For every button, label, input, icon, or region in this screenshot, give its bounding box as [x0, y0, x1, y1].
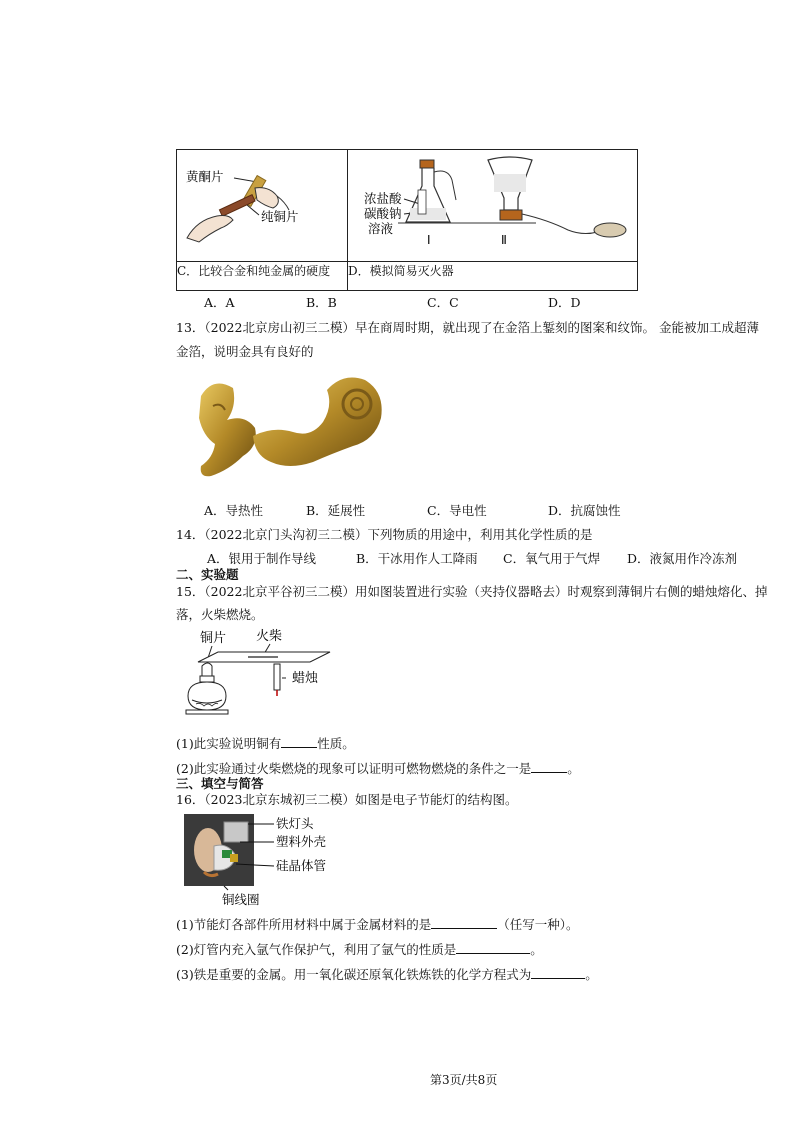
svg-text:铁灯头: 铁灯头 [276, 816, 314, 831]
q15-q2-blank[interactable] [531, 760, 567, 773]
q12-cell-c-figure [177, 150, 348, 262]
q16-stem: 16．（2023北京东城初三二模）如图是电子节能灯的结构图。 [176, 792, 518, 807]
svg-text:Ⅱ: Ⅱ [501, 233, 507, 247]
svg-text:碳酸钠: 碳酸钠 [364, 206, 402, 221]
q16-q3-blank[interactable] [531, 966, 585, 979]
section-fill-heading: 三、填空与简答 [176, 776, 264, 791]
q15-stem-line2: 落，火柴燃烧。 [176, 607, 264, 622]
q12-choice-a[interactable]: A．A [204, 295, 235, 310]
q13-choice-a[interactable]: A．导热性 [204, 503, 264, 518]
q12-cell-d-figure [348, 150, 638, 262]
q16-q2-text-end: 。 [530, 942, 543, 957]
svg-text:蜡烛: 蜡烛 [292, 671, 319, 686]
energy-saving-lamp-figure [184, 812, 344, 908]
fire-extinguisher-figure [348, 150, 637, 258]
q15-q2-text-end: 。 [567, 761, 580, 776]
q13-choice-d[interactable]: D．抗腐蚀性 [548, 503, 621, 518]
q16-q2-blank[interactable] [456, 941, 530, 954]
q16-q3-text: (3)铁是重要的金属。用一氧化碳还原氧化铁炼铁的化学方程式为 [176, 967, 532, 982]
q12-option-c-text: C．比较合金和纯金属的硬度 [177, 262, 348, 291]
q13-choice-c[interactable]: C．导电性 [427, 503, 487, 518]
svg-text:浓盐酸: 浓盐酸 [364, 191, 402, 206]
svg-text:塑料外壳: 塑料外壳 [276, 834, 327, 849]
q12-choice-c[interactable]: C．C [427, 295, 459, 310]
svg-text:铜片: 铜片 [200, 631, 227, 646]
q15-q1-text-end: 性质。 [317, 736, 355, 751]
q15-question-1 [176, 734, 355, 752]
svg-text:火柴: 火柴 [256, 629, 283, 644]
q12-option-d-text: D．模拟简易灭火器 [348, 262, 638, 291]
q14-choice-c[interactable]: C．氧气用于气焊 [503, 551, 601, 566]
q14-choice-d[interactable]: D．液氮用作冷冻剂 [627, 551, 738, 566]
section-experiment-heading: 二、实验题 [176, 567, 239, 582]
svg-text:铜线圈: 铜线圈 [222, 892, 260, 907]
q16-question-3 [176, 965, 598, 983]
q16-question-2 [176, 940, 543, 958]
q16-question-1 [176, 915, 578, 933]
q15-q2-text: (2)此实验通过火柴燃烧的现象可以证明可燃物燃烧的条件之一是 [176, 761, 532, 776]
q16-q1-blank[interactable] [431, 916, 497, 929]
svg-text:硅晶体管: 硅晶体管 [276, 858, 327, 873]
q16-q1-text-end: （任写一种）。 [497, 917, 579, 932]
q16-q3-text-end: 。 [585, 967, 598, 982]
copper-experiment-figure [178, 626, 338, 726]
q13-stem-line1: 13．（2022北京房山初三二模）早在商周时期，就出现了在金箔上錾刻的图案和纹饰。 金能被加工成超薄 [176, 320, 759, 335]
gold-foil-image [193, 366, 387, 484]
svg-text:黄酮片: 黄酮片 [186, 169, 224, 184]
q12-choice-b[interactable]: B．B [306, 295, 337, 310]
q16-q2-text: (2)灯管内充入氩气作保护气，利用了氩气的性质是 [176, 942, 457, 957]
q12-choice-d[interactable]: D．D [548, 295, 581, 310]
q15-q1-blank[interactable] [281, 735, 317, 748]
q15-q1-text: (1)此实验说明铜有 [176, 736, 282, 751]
q15-stem-line1: 15．（2022北京平谷初三二模）用如图装置进行实验（夹持仪器略去）时观察到薄铜片右侧的蜡烛熔化、掉 [176, 584, 768, 599]
page-number: 第3页/共8页 [430, 1073, 498, 1087]
q14-stem: 14．（2022北京门头沟初三二模）下列物质的用途中，利用其化学性质的是 [176, 527, 593, 542]
q14-choice-a[interactable]: A．银用于制作导线 [207, 551, 317, 566]
svg-text:I: I [427, 233, 431, 247]
q13-stem-line2: 金箔，说明金具有良好的 [176, 344, 314, 359]
svg-text:溶液: 溶液 [368, 221, 394, 236]
q14-choice-b[interactable]: B．干冰用作人工降雨 [356, 551, 478, 566]
svg-text:纯铜片: 纯铜片 [261, 209, 299, 224]
q13-choice-b[interactable]: B．延展性 [306, 503, 366, 518]
q16-q1-text: (1)节能灯各部件所用材料中属于金属材料的是 [176, 917, 432, 932]
hardness-compare-figure [177, 150, 347, 258]
q12-table [176, 149, 638, 291]
